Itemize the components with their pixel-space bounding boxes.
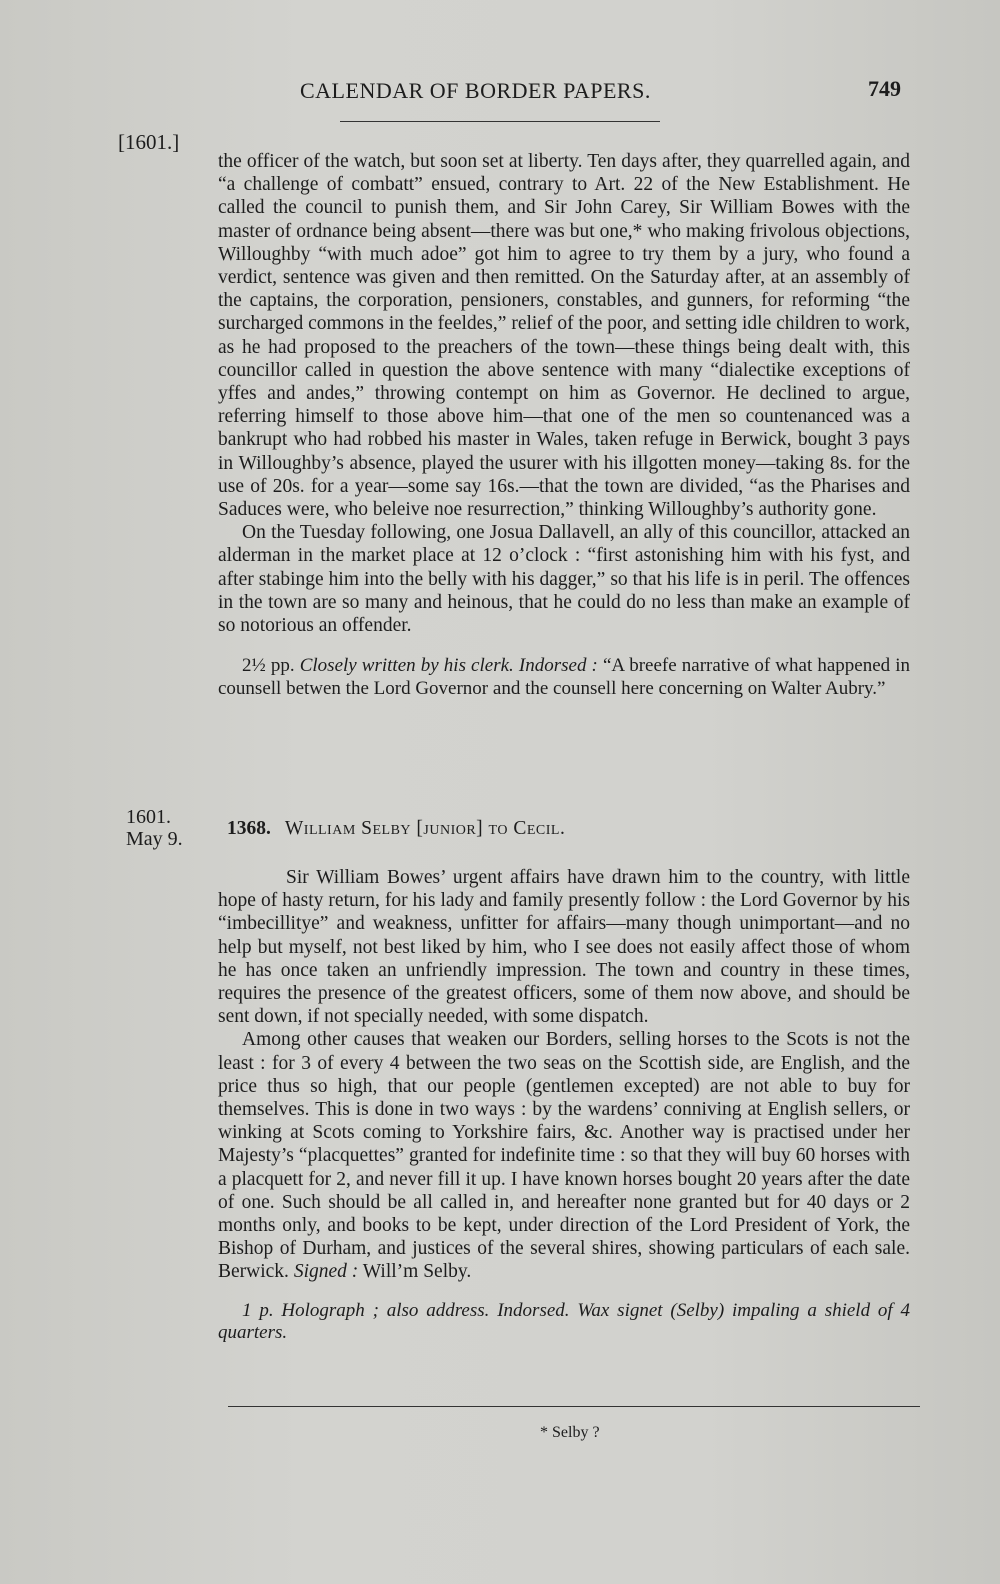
signed-label: Signed : <box>293 1261 359 1283</box>
document-note: 1 p. Holograph ; also address. Indorsed. Wax signet (Selby) impaling a shield of 4 quarters. <box>218 1299 910 1344</box>
running-title: CALENDAR OF BORDER PAPERS. <box>300 78 651 103</box>
entry-title: William Selby [junior] to Cecil. <box>284 818 566 839</box>
entry-day: May 9. <box>126 828 183 850</box>
paragraph <box>218 1028 910 1283</box>
paragraph: On the Tuesday following, one Josua Dallavell, an ally of this councillor, attacked an alderman in the market place at 12 o’clock : “first astonishing him with his fyst, and after stabinge him into the belly with his dagger,” so that his life is in peril. The offences in the town are so many and heinous, that he could do no less than make an example of so notorious an offender. <box>218 522 910 637</box>
note-indorsed-text: “A breefe narrative of what happened in counsell betwen the Lord Governor and the counsell here concerning on Walter Aubry.” <box>218 655 911 699</box>
entry-heading <box>227 818 565 840</box>
paragraph-text: Among other causes that weaken our Borders, selling horses to the Scots is not the least : for 3 of every 4 between the two seas on the Scottish side, are English, and the price thus so high, that our people (gentlemen excepted) are not able to buy for themselves. This is done in two ways : by the wardens’ conniving at English sellers, or winking at Scots coming to Yorkshire fairs, &c. Another way is practised under her Majesty’s “placquettes” granted for indefinite time : so that they will buy 60 horses with a placquett for 2, and never fill it up. I have known horses bought 20 years after the date of one. Such should be all called in, and hereafter none granted but for 40 days or 2 months only, and books to be kept, under direction of the Lord President of York, the Bishop of Durham, and justices of the several shires, showing particulars of each sale. Berwick. <box>218 1029 910 1283</box>
header-rule <box>340 121 660 122</box>
page-number: 749 <box>868 76 901 101</box>
entry-date <box>126 806 183 850</box>
entry-number: 1368. <box>227 818 271 839</box>
document-note <box>218 655 910 700</box>
note-pages: 2½ pp. <box>242 655 295 677</box>
note-description: Closely written by his clerk. <box>299 655 514 677</box>
paragraph: Sir William Bowes’ urgent affairs have drawn him to the country, with little hope of hasty return, for his lady and family presently follow : the Lord Governor by his “imbecillitye” and weakness, unfitter for affairs—many though unimportant—and no help but myself, not best liked by him, who I see does not easily affect those of whom he has once taken an unfriendly impression. The town and country in these times, requires the presence of the greatest officers, some of them now above, and should be sent down, if not specially needed, with some dispatch. <box>218 867 910 1028</box>
footnote: * Selby ? <box>540 1424 600 1441</box>
entry-text <box>218 866 910 1345</box>
entry-year: 1601. <box>126 806 171 828</box>
footnote-rule <box>228 1406 920 1407</box>
continuation-text <box>218 150 910 700</box>
paragraph: the officer of the watch, but soon set at liberty. Ten days after, they quarrelled again, and “a challenge of combatt” ensued, contrary to Art. 22 of the New Establishment. He called the council to punish them, and Sir John Carey, Sir William Bowes with the master of ordnance being absent—there was but one,* who making frivolous objections, Willoughby “with much adoe” got him to agree to try them by a jury, who found a verdict, sentence was given and then remitted. On the Saturday after, at an assembly of the captains, the corporation, pensioners, constables, and gunners, for reforming “the surcharged commons in the feeldes,” relief of the poor, and setting idle children to work, as he had proposed to the preachers of the town—these things being dealt with, this councillor called in question the above sentence with many “dialectike exceptions of yffes and andes,” throwing contempt on him as Governor. He declined to argue, referring himself to those above him—that one of the men so countenanced was a bankrupt who had robbed his master in Wales, taken refuge in Berwick, bought 3 pays in Willoughby’s absence, played the usurer with his illgotten money—taking 8s. for the use of 20s. for a year—some say 16s.—that the town are divided, “as the Pharises and Saduces were, who beleive noe resurrection,” thinking Willoughby’s authority gone. <box>218 151 910 521</box>
margin-year: [1601.] <box>118 130 180 154</box>
note-indorsed-label: Indorsed : <box>518 655 598 677</box>
signature: Will’m Selby. <box>362 1261 472 1283</box>
